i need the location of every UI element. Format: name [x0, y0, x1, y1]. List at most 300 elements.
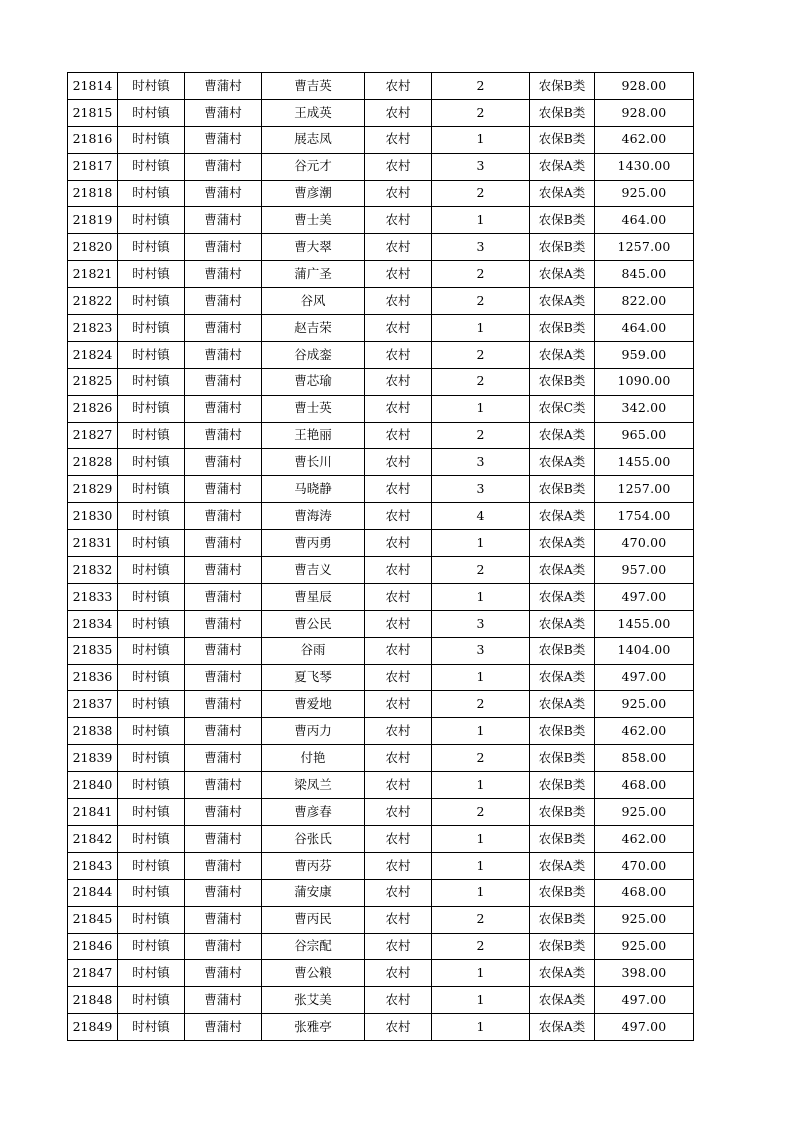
cell-person-name: 曹士英 — [262, 395, 365, 422]
cell-serial-number: 21846 — [68, 933, 118, 960]
cell-town: 时村镇 — [118, 664, 185, 691]
cell-village: 曹蒲村 — [185, 933, 262, 960]
cell-village: 曹蒲村 — [185, 341, 262, 368]
cell-town: 时村镇 — [118, 99, 185, 126]
cell-amount: 342.00 — [595, 395, 694, 422]
cell-household-type: 农村 — [365, 422, 432, 449]
cell-member-count: 3 — [432, 449, 530, 476]
cell-village: 曹蒲村 — [185, 476, 262, 503]
cell-town: 时村镇 — [118, 637, 185, 664]
cell-person-name: 王成英 — [262, 99, 365, 126]
cell-town: 时村镇 — [118, 557, 185, 584]
cell-member-count: 3 — [432, 153, 530, 180]
cell-amount: 497.00 — [595, 664, 694, 691]
cell-serial-number: 21825 — [68, 368, 118, 395]
cell-serial-number: 21822 — [68, 288, 118, 315]
cell-serial-number: 21834 — [68, 610, 118, 637]
cell-village: 曹蒲村 — [185, 180, 262, 207]
cell-town: 时村镇 — [118, 583, 185, 610]
cell-household-type: 农村 — [365, 852, 432, 879]
cell-village: 曹蒲村 — [185, 530, 262, 557]
cell-village: 曹蒲村 — [185, 449, 262, 476]
cell-person-name: 谷成銮 — [262, 341, 365, 368]
cell-person-name: 曹吉英 — [262, 73, 365, 100]
cell-serial-number: 21838 — [68, 718, 118, 745]
cell-serial-number: 21837 — [68, 691, 118, 718]
cell-member-count: 1 — [432, 879, 530, 906]
cell-amount: 497.00 — [595, 987, 694, 1014]
cell-village: 曹蒲村 — [185, 368, 262, 395]
cell-household-type: 农村 — [365, 126, 432, 153]
cell-amount: 468.00 — [595, 772, 694, 799]
cell-insurance-category: 农保B类 — [530, 799, 595, 826]
cell-amount: 928.00 — [595, 73, 694, 100]
cell-household-type: 农村 — [365, 73, 432, 100]
cell-village: 曹蒲村 — [185, 610, 262, 637]
cell-member-count: 2 — [432, 557, 530, 584]
cell-amount: 464.00 — [595, 315, 694, 342]
table-row — [68, 288, 694, 315]
cell-serial-number: 21840 — [68, 772, 118, 799]
cell-insurance-category: 农保B类 — [530, 825, 595, 852]
cell-serial-number: 21848 — [68, 987, 118, 1014]
cell-member-count: 2 — [432, 933, 530, 960]
cell-village: 曹蒲村 — [185, 207, 262, 234]
cell-household-type: 农村 — [365, 691, 432, 718]
cell-insurance-category: 农保A类 — [530, 530, 595, 557]
table-row — [68, 261, 694, 288]
cell-member-count: 2 — [432, 180, 530, 207]
table-row — [68, 368, 694, 395]
cell-household-type: 农村 — [365, 583, 432, 610]
cell-household-type: 农村 — [365, 99, 432, 126]
cell-town: 时村镇 — [118, 126, 185, 153]
cell-town: 时村镇 — [118, 610, 185, 637]
cell-member-count: 2 — [432, 261, 530, 288]
cell-insurance-category: 农保A类 — [530, 449, 595, 476]
table-row — [68, 718, 694, 745]
cell-amount: 1455.00 — [595, 610, 694, 637]
cell-serial-number: 21814 — [68, 73, 118, 100]
cell-household-type: 农村 — [365, 395, 432, 422]
cell-member-count: 1 — [432, 583, 530, 610]
table-row — [68, 825, 694, 852]
cell-village: 曹蒲村 — [185, 583, 262, 610]
cell-town: 时村镇 — [118, 772, 185, 799]
cell-member-count: 1 — [432, 987, 530, 1014]
table-row — [68, 449, 694, 476]
table-row — [68, 99, 694, 126]
cell-household-type: 农村 — [365, 153, 432, 180]
cell-person-name: 曹彦春 — [262, 799, 365, 826]
cell-serial-number: 21818 — [68, 180, 118, 207]
cell-insurance-category: 农保A类 — [530, 1014, 595, 1041]
cell-village: 曹蒲村 — [185, 772, 262, 799]
cell-person-name: 张雅亭 — [262, 1014, 365, 1041]
cell-insurance-category: 农保A类 — [530, 960, 595, 987]
cell-amount: 925.00 — [595, 933, 694, 960]
cell-serial-number: 21842 — [68, 825, 118, 852]
cell-amount: 1455.00 — [595, 449, 694, 476]
cell-serial-number: 21816 — [68, 126, 118, 153]
cell-serial-number: 21839 — [68, 745, 118, 772]
cell-serial-number: 21845 — [68, 906, 118, 933]
cell-person-name: 曹公民 — [262, 610, 365, 637]
cell-member-count: 2 — [432, 99, 530, 126]
cell-amount: 1754.00 — [595, 503, 694, 530]
cell-amount: 497.00 — [595, 583, 694, 610]
table-row — [68, 799, 694, 826]
table-row — [68, 207, 694, 234]
table-row — [68, 772, 694, 799]
cell-village: 曹蒲村 — [185, 960, 262, 987]
cell-insurance-category: 农保A类 — [530, 852, 595, 879]
cell-household-type: 农村 — [365, 449, 432, 476]
cell-amount: 398.00 — [595, 960, 694, 987]
cell-amount: 470.00 — [595, 852, 694, 879]
table-row — [68, 315, 694, 342]
cell-serial-number: 21844 — [68, 879, 118, 906]
cell-member-count: 2 — [432, 73, 530, 100]
cell-town: 时村镇 — [118, 906, 185, 933]
cell-amount: 1257.00 — [595, 234, 694, 261]
table-row — [68, 153, 694, 180]
cell-person-name: 曹丙民 — [262, 906, 365, 933]
cell-insurance-category: 农保B类 — [530, 637, 595, 664]
cell-serial-number: 21815 — [68, 99, 118, 126]
cell-person-name: 谷元才 — [262, 153, 365, 180]
cell-serial-number: 21829 — [68, 476, 118, 503]
cell-serial-number: 21820 — [68, 234, 118, 261]
roster-table — [67, 72, 694, 1041]
cell-member-count: 2 — [432, 288, 530, 315]
cell-person-name: 付艳 — [262, 745, 365, 772]
cell-household-type: 农村 — [365, 825, 432, 852]
cell-person-name: 马晓静 — [262, 476, 365, 503]
cell-person-name: 谷雨 — [262, 637, 365, 664]
cell-person-name: 蒲广圣 — [262, 261, 365, 288]
cell-town: 时村镇 — [118, 73, 185, 100]
cell-amount: 845.00 — [595, 261, 694, 288]
cell-person-name: 曹吉义 — [262, 557, 365, 584]
cell-village: 曹蒲村 — [185, 664, 262, 691]
cell-serial-number: 21843 — [68, 852, 118, 879]
cell-insurance-category: 农保A类 — [530, 153, 595, 180]
table-row — [68, 745, 694, 772]
cell-person-name: 曹公粮 — [262, 960, 365, 987]
cell-town: 时村镇 — [118, 1014, 185, 1041]
cell-household-type: 农村 — [365, 879, 432, 906]
cell-village: 曹蒲村 — [185, 153, 262, 180]
cell-household-type: 农村 — [365, 718, 432, 745]
cell-household-type: 农村 — [365, 745, 432, 772]
cell-serial-number: 21832 — [68, 557, 118, 584]
cell-town: 时村镇 — [118, 852, 185, 879]
cell-town: 时村镇 — [118, 799, 185, 826]
cell-village: 曹蒲村 — [185, 825, 262, 852]
cell-town: 时村镇 — [118, 153, 185, 180]
cell-person-name: 王艳丽 — [262, 422, 365, 449]
cell-person-name: 曹爱地 — [262, 691, 365, 718]
cell-member-count: 1 — [432, 395, 530, 422]
table-row — [68, 395, 694, 422]
cell-amount: 925.00 — [595, 799, 694, 826]
cell-insurance-category: 农保B类 — [530, 126, 595, 153]
cell-amount: 925.00 — [595, 691, 694, 718]
cell-town: 时村镇 — [118, 395, 185, 422]
cell-serial-number: 21835 — [68, 637, 118, 664]
cell-household-type: 农村 — [365, 637, 432, 664]
cell-amount: 464.00 — [595, 207, 694, 234]
cell-member-count: 2 — [432, 799, 530, 826]
cell-household-type: 农村 — [365, 557, 432, 584]
cell-insurance-category: 农保B类 — [530, 772, 595, 799]
cell-household-type: 农村 — [365, 234, 432, 261]
cell-amount: 858.00 — [595, 745, 694, 772]
cell-insurance-category: 农保A类 — [530, 503, 595, 530]
cell-member-count: 1 — [432, 852, 530, 879]
cell-person-name: 张艾美 — [262, 987, 365, 1014]
cell-household-type: 农村 — [365, 664, 432, 691]
cell-village: 曹蒲村 — [185, 395, 262, 422]
cell-person-name: 曹芯瑜 — [262, 368, 365, 395]
cell-member-count: 3 — [432, 234, 530, 261]
roster-table-body — [68, 73, 694, 1041]
cell-amount: 925.00 — [595, 180, 694, 207]
cell-village: 曹蒲村 — [185, 126, 262, 153]
cell-household-type: 农村 — [365, 288, 432, 315]
cell-town: 时村镇 — [118, 530, 185, 557]
cell-serial-number: 21847 — [68, 960, 118, 987]
cell-household-type: 农村 — [365, 610, 432, 637]
table-row — [68, 960, 694, 987]
cell-serial-number: 21819 — [68, 207, 118, 234]
cell-insurance-category: 农保B类 — [530, 73, 595, 100]
cell-town: 时村镇 — [118, 476, 185, 503]
cell-serial-number: 21831 — [68, 530, 118, 557]
cell-person-name: 谷风 — [262, 288, 365, 315]
cell-household-type: 农村 — [365, 476, 432, 503]
table-row — [68, 879, 694, 906]
cell-town: 时村镇 — [118, 368, 185, 395]
cell-member-count: 3 — [432, 610, 530, 637]
cell-member-count: 1 — [432, 126, 530, 153]
cell-insurance-category: 农保B类 — [530, 99, 595, 126]
cell-town: 时村镇 — [118, 341, 185, 368]
cell-member-count: 1 — [432, 207, 530, 234]
cell-person-name: 展志凤 — [262, 126, 365, 153]
table-row — [68, 637, 694, 664]
cell-village: 曹蒲村 — [185, 799, 262, 826]
cell-person-name: 曹长川 — [262, 449, 365, 476]
cell-village: 曹蒲村 — [185, 1014, 262, 1041]
cell-household-type: 农村 — [365, 1014, 432, 1041]
cell-member-count: 3 — [432, 476, 530, 503]
cell-serial-number: 21849 — [68, 1014, 118, 1041]
cell-village: 曹蒲村 — [185, 745, 262, 772]
cell-village: 曹蒲村 — [185, 422, 262, 449]
cell-member-count: 1 — [432, 530, 530, 557]
cell-town: 时村镇 — [118, 825, 185, 852]
cell-household-type: 农村 — [365, 987, 432, 1014]
cell-insurance-category: 农保C类 — [530, 395, 595, 422]
cell-village: 曹蒲村 — [185, 315, 262, 342]
cell-town: 时村镇 — [118, 422, 185, 449]
table-row — [68, 422, 694, 449]
table-row — [68, 180, 694, 207]
cell-insurance-category: 农保A类 — [530, 583, 595, 610]
cell-insurance-category: 农保A类 — [530, 691, 595, 718]
cell-town: 时村镇 — [118, 207, 185, 234]
cell-household-type: 农村 — [365, 180, 432, 207]
cell-amount: 965.00 — [595, 422, 694, 449]
cell-insurance-category: 农保A类 — [530, 288, 595, 315]
cell-member-count: 2 — [432, 341, 530, 368]
cell-village: 曹蒲村 — [185, 288, 262, 315]
cell-serial-number: 21821 — [68, 261, 118, 288]
cell-serial-number: 21836 — [68, 664, 118, 691]
cell-person-name: 赵吉荣 — [262, 315, 365, 342]
cell-village: 曹蒲村 — [185, 691, 262, 718]
cell-town: 时村镇 — [118, 718, 185, 745]
cell-village: 曹蒲村 — [185, 879, 262, 906]
cell-town: 时村镇 — [118, 180, 185, 207]
cell-amount: 462.00 — [595, 825, 694, 852]
cell-household-type: 农村 — [365, 368, 432, 395]
cell-village: 曹蒲村 — [185, 503, 262, 530]
cell-insurance-category: 农保B类 — [530, 234, 595, 261]
cell-town: 时村镇 — [118, 987, 185, 1014]
cell-town: 时村镇 — [118, 503, 185, 530]
cell-town: 时村镇 — [118, 933, 185, 960]
cell-household-type: 农村 — [365, 315, 432, 342]
table-row — [68, 234, 694, 261]
cell-member-count: 2 — [432, 422, 530, 449]
cell-town: 时村镇 — [118, 691, 185, 718]
cell-insurance-category: 农保A类 — [530, 341, 595, 368]
table-row — [68, 583, 694, 610]
cell-insurance-category: 农保B类 — [530, 476, 595, 503]
cell-insurance-category: 农保A类 — [530, 557, 595, 584]
cell-household-type: 农村 — [365, 799, 432, 826]
cell-person-name: 夏飞琴 — [262, 664, 365, 691]
table-row — [68, 126, 694, 153]
cell-member-count: 1 — [432, 1014, 530, 1041]
cell-person-name: 谷张氏 — [262, 825, 365, 852]
table-row — [68, 664, 694, 691]
cell-person-name: 梁凤兰 — [262, 772, 365, 799]
table-row — [68, 73, 694, 100]
cell-amount: 822.00 — [595, 288, 694, 315]
table-row — [68, 476, 694, 503]
cell-member-count: 2 — [432, 745, 530, 772]
table-row — [68, 1014, 694, 1041]
cell-town: 时村镇 — [118, 234, 185, 261]
cell-person-name: 谷宗配 — [262, 933, 365, 960]
cell-amount: 1430.00 — [595, 153, 694, 180]
cell-village: 曹蒲村 — [185, 852, 262, 879]
cell-insurance-category: 农保B类 — [530, 933, 595, 960]
cell-serial-number: 21824 — [68, 341, 118, 368]
cell-town: 时村镇 — [118, 449, 185, 476]
cell-household-type: 农村 — [365, 341, 432, 368]
cell-person-name: 曹星辰 — [262, 583, 365, 610]
table-row — [68, 530, 694, 557]
cell-amount: 470.00 — [595, 530, 694, 557]
cell-village: 曹蒲村 — [185, 987, 262, 1014]
table-row — [68, 503, 694, 530]
cell-member-count: 1 — [432, 664, 530, 691]
cell-person-name: 曹丙勇 — [262, 530, 365, 557]
cell-person-name: 曹海涛 — [262, 503, 365, 530]
cell-insurance-category: 农保A类 — [530, 261, 595, 288]
cell-town: 时村镇 — [118, 879, 185, 906]
cell-amount: 497.00 — [595, 1014, 694, 1041]
cell-amount: 468.00 — [595, 879, 694, 906]
cell-village: 曹蒲村 — [185, 718, 262, 745]
cell-village: 曹蒲村 — [185, 637, 262, 664]
cell-insurance-category: 农保A类 — [530, 987, 595, 1014]
cell-town: 时村镇 — [118, 960, 185, 987]
cell-village: 曹蒲村 — [185, 73, 262, 100]
table-row — [68, 933, 694, 960]
cell-person-name: 曹士美 — [262, 207, 365, 234]
cell-town: 时村镇 — [118, 288, 185, 315]
cell-town: 时村镇 — [118, 261, 185, 288]
cell-household-type: 农村 — [365, 772, 432, 799]
cell-serial-number: 21833 — [68, 583, 118, 610]
cell-amount: 1090.00 — [595, 368, 694, 395]
cell-serial-number: 21827 — [68, 422, 118, 449]
cell-member-count: 2 — [432, 906, 530, 933]
table-row — [68, 341, 694, 368]
cell-serial-number: 21826 — [68, 395, 118, 422]
cell-member-count: 3 — [432, 637, 530, 664]
cell-village: 曹蒲村 — [185, 234, 262, 261]
cell-amount: 462.00 — [595, 718, 694, 745]
cell-household-type: 农村 — [365, 933, 432, 960]
table-row — [68, 987, 694, 1014]
cell-member-count: 1 — [432, 772, 530, 799]
cell-member-count: 1 — [432, 315, 530, 342]
cell-insurance-category: 农保B类 — [530, 315, 595, 342]
cell-member-count: 2 — [432, 691, 530, 718]
cell-amount: 1404.00 — [595, 637, 694, 664]
cell-insurance-category: 农保B类 — [530, 368, 595, 395]
cell-amount: 928.00 — [595, 99, 694, 126]
cell-household-type: 农村 — [365, 960, 432, 987]
cell-household-type: 农村 — [365, 906, 432, 933]
cell-amount: 925.00 — [595, 906, 694, 933]
cell-town: 时村镇 — [118, 745, 185, 772]
cell-village: 曹蒲村 — [185, 906, 262, 933]
cell-household-type: 农村 — [365, 503, 432, 530]
cell-member-count: 1 — [432, 960, 530, 987]
cell-person-name: 曹丙芬 — [262, 852, 365, 879]
cell-household-type: 农村 — [365, 261, 432, 288]
table-row — [68, 691, 694, 718]
table-row — [68, 852, 694, 879]
cell-insurance-category: 农保A类 — [530, 610, 595, 637]
cell-household-type: 农村 — [365, 207, 432, 234]
cell-serial-number: 21828 — [68, 449, 118, 476]
cell-member-count: 2 — [432, 368, 530, 395]
cell-insurance-category: 农保B类 — [530, 745, 595, 772]
table-row — [68, 906, 694, 933]
cell-person-name: 曹丙力 — [262, 718, 365, 745]
cell-serial-number: 21823 — [68, 315, 118, 342]
cell-serial-number: 21830 — [68, 503, 118, 530]
